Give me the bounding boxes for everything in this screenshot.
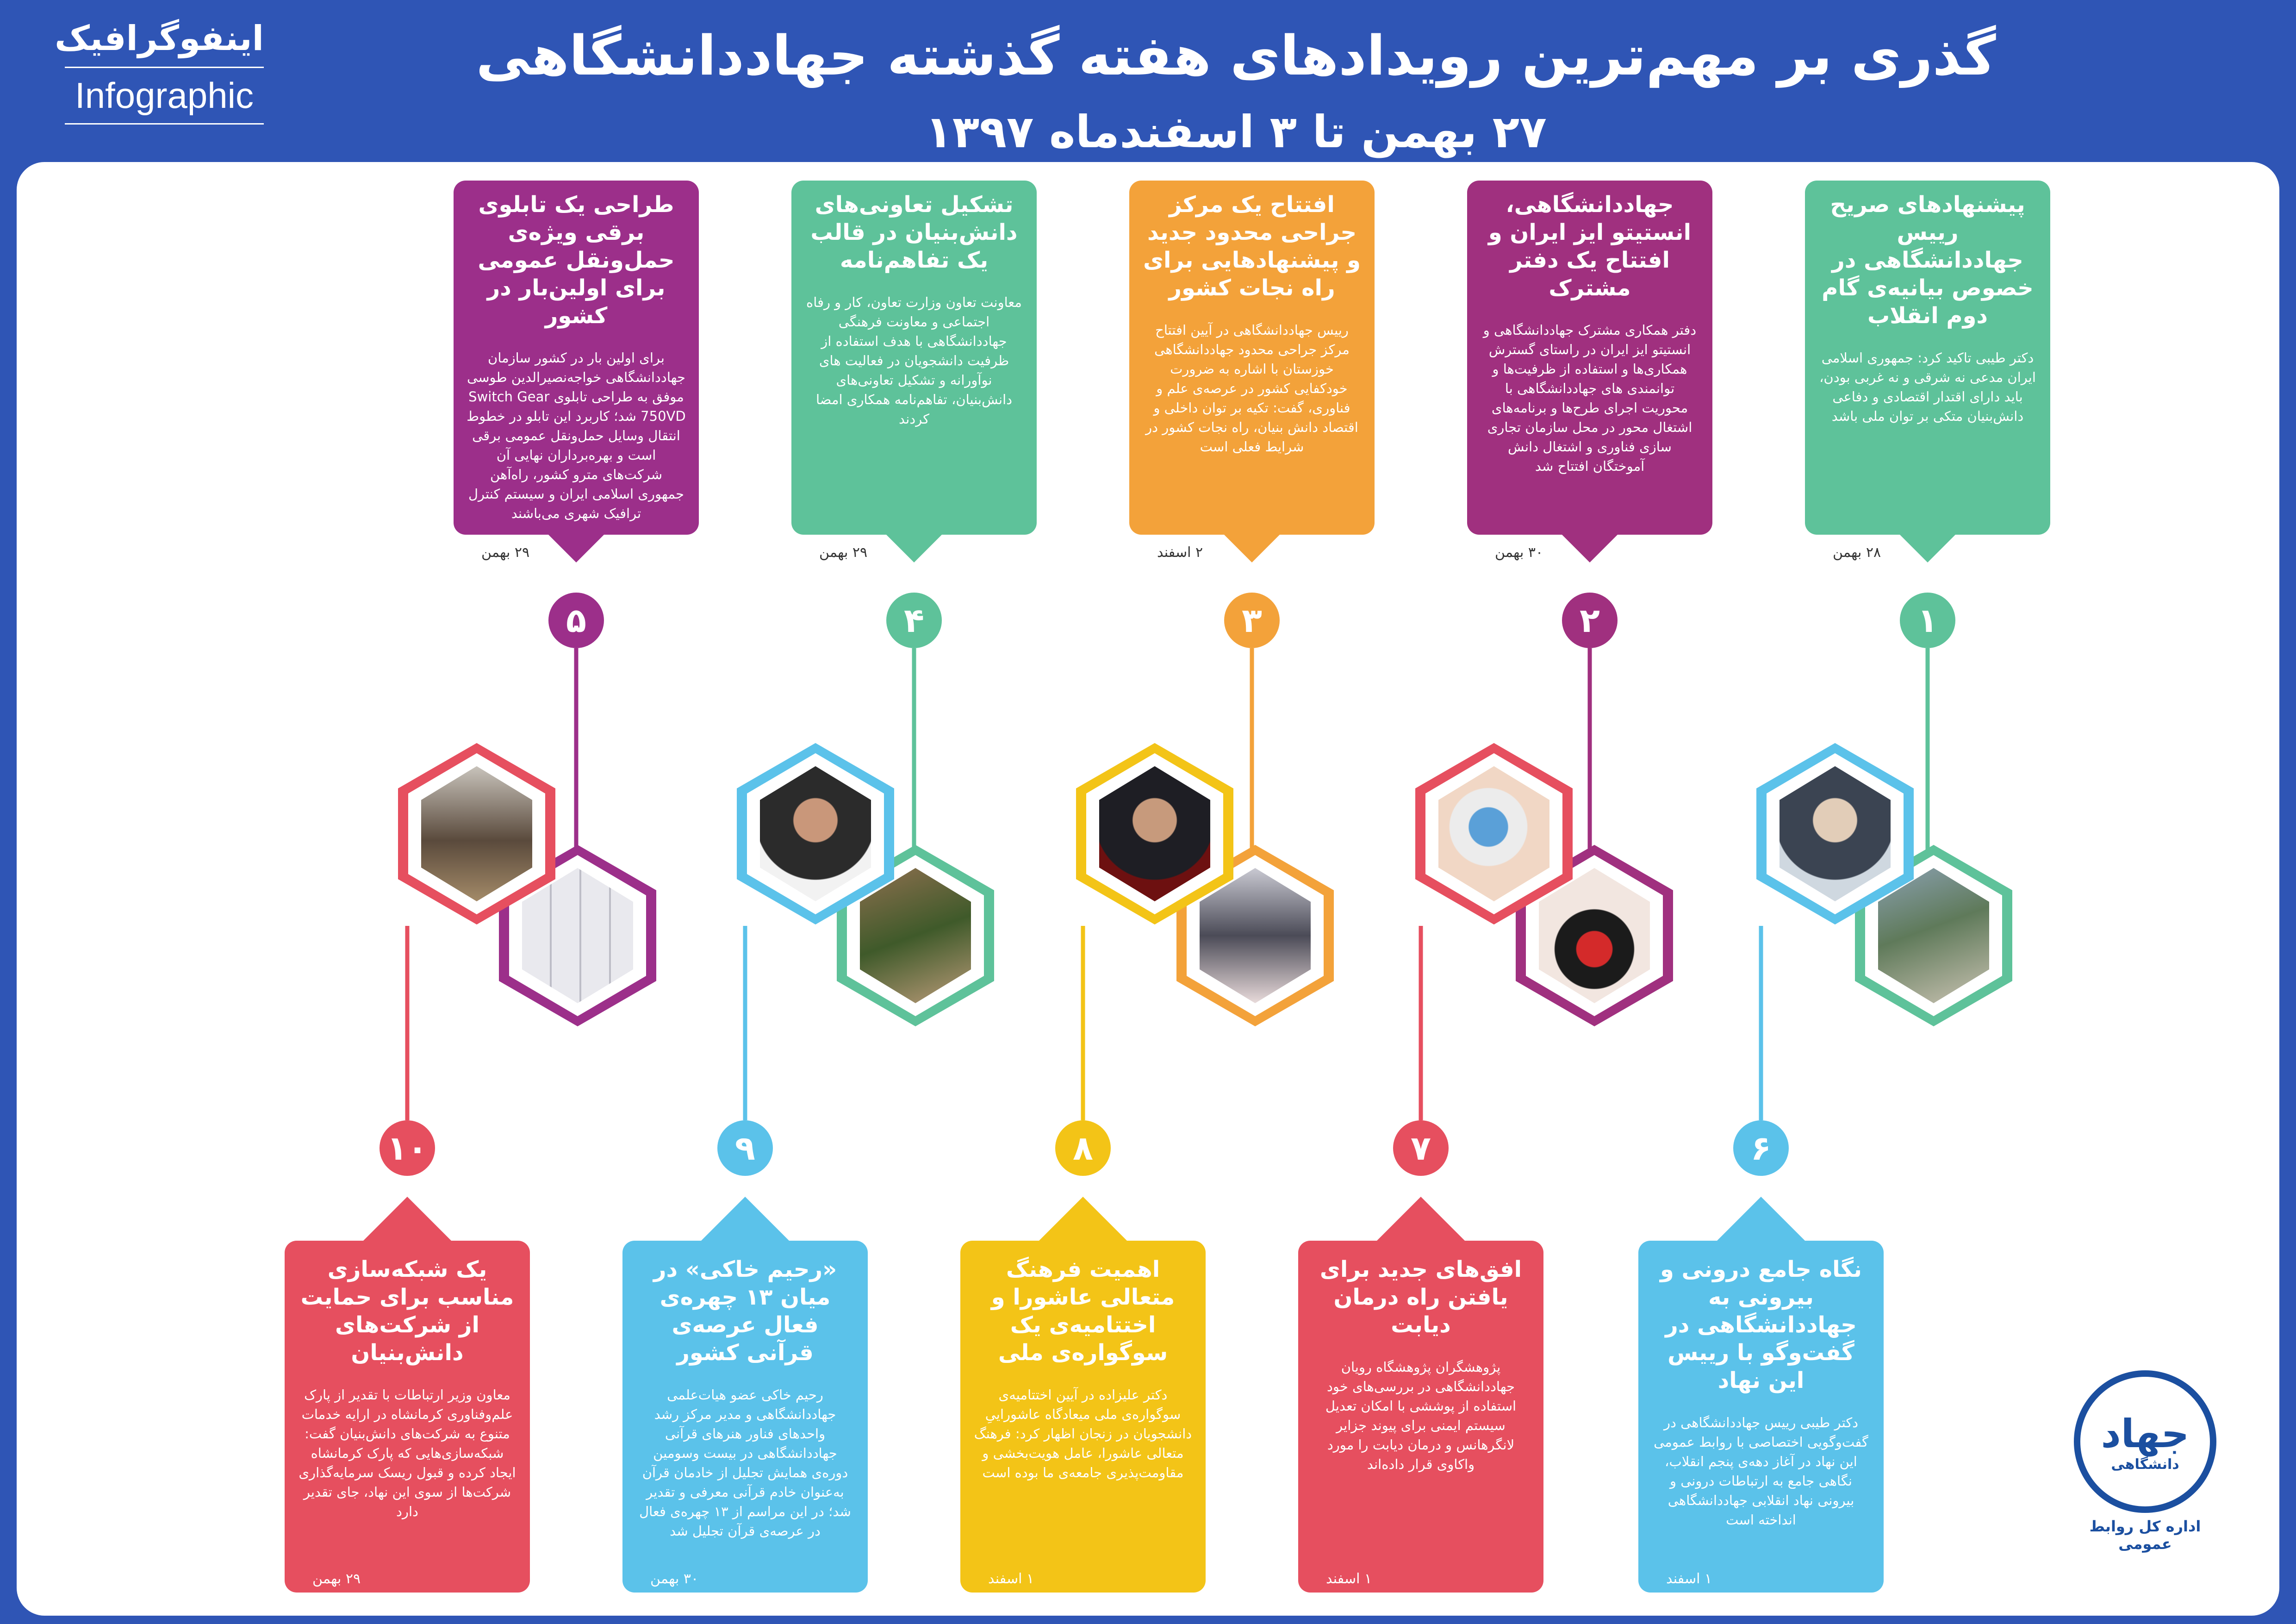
event-title: نگاه جامع درونی و بیرونی به جهاددانشگاهی در گفت‌وگو با رییس این نهاد	[1660, 1256, 1862, 1393]
card-pointer	[701, 1197, 789, 1241]
jahad-logo	[2073, 1370, 2217, 1553]
event-card-4	[791, 181, 1037, 561]
hex-photo-9	[737, 743, 894, 924]
event-card-6	[1638, 1241, 1884, 1593]
event-body: دکتر طیبی رییس جهاددانشگاهی در گفت‌وگویی اختصاصی با روابط عمومی این نهاد در آغاز دهه‌ی پنجم انقلاب، نگاهی جامع به ارتباطات درونی و بیرونی نهاد انقلابی جهاددانشگاهی انداخته است	[1654, 1415, 1868, 1528]
event-date: ۲ اسفند	[1157, 544, 1203, 561]
event-card-10	[285, 1241, 530, 1593]
card-pointer	[886, 535, 942, 562]
event-card-9	[622, 1241, 868, 1593]
event-title: طراحی یک تابلوی برقی ویژه‌ی حمل‌ونقل عمومی برای اولین‌بار در کشور	[478, 192, 675, 329]
event-number-9: ۹	[717, 1120, 773, 1176]
event-body: دفتر همکاری مشترک جهاددانشگاهی و انستیتو ایز ایران در راستای گسترش همکاری‌ها و استفاده از ظرفیت‌ها و توانمندی های جهاددانشگاهی با محوریت اجرای طرح‌ها و برنامه‌های اشتغال محور در محل سازمان تجاری سازی فناوری و اشتغال دانش آموختگان افتتاح شد	[1483, 322, 1697, 474]
event-card-3	[1129, 181, 1375, 561]
card-pointer	[1224, 535, 1280, 562]
event-date: ۲۹ بهمن	[312, 1571, 361, 1587]
event-date: ۱ اسفند	[1326, 1571, 1372, 1587]
event-title: جهاددانشگاهی، انستیتو ایز ایران و افتتاح یک دفتر مشترک	[1488, 192, 1692, 301]
event-date: ۲۸ بهمن	[1833, 544, 1881, 561]
title-date-range: ۲۷ بهمن تا ۳ اسفندماه ۱۳۹۷	[925, 106, 1547, 158]
brand-fa: اینفوگرافیک	[65, 19, 264, 68]
logo-department: اداره کل روابط عمومی	[2089, 1518, 2201, 1553]
event-title: اهمیت فرهنگ متعالی عاشورا و اختتامیه‌ی یک سوگواره‌ی ملی	[991, 1256, 1175, 1366]
hex-photo-7	[1415, 743, 1573, 924]
card-pointer	[1039, 1197, 1127, 1241]
event-date: ۲۹ بهمن	[819, 544, 868, 561]
event-card-8	[960, 1241, 1206, 1593]
title-main: گذری بر مهم‌ترین رویدادهای هفته گذشته جهاددانشگاهی	[476, 24, 1996, 87]
event-body: معاون وزیر ارتباطات با تقدیر از پارک علم‌وفناوری کرمانشاه در ارایه خدمات متنوع به شرکت‌های دانش‌بنیان گفت: شبکه‌سازی‌هایی که پارک کرمانشاه ایجاد کرده و قبول ریسک سرمایه‌گذاری شرکت‌ها از سوی این نهاد، جای تقدیر دارد	[299, 1387, 516, 1519]
event-title: افتتاح یک مرکز جراحی محدود جدید و پیشنهادهایی برای راه نجات کشور	[1143, 192, 1361, 301]
event-card-1	[1805, 181, 2050, 561]
logo-sub: دانشگاهی	[2111, 1456, 2179, 1473]
logo-seal	[2074, 1370, 2216, 1513]
card-pointer	[548, 535, 604, 562]
event-card-5	[454, 181, 699, 561]
event-title: پیشنهادهای صریح رییس جهاددانشگاهی در خصوص بیانیه‌ی گام دوم انقلاب	[1822, 192, 2034, 329]
event-body: دکتر طیبی تاکید کرد: جمهوری اسلامی ایران مدعی نه شرقی و نه غربی بودن، باید دارای اقتدار اقتصادی و دفاعی دانش‌بنیان متکی بر توان ملی باشد	[1819, 350, 2036, 424]
event-number-5: ۵	[548, 593, 604, 648]
event-body: پژوهشگران پژوهشگاه رویان جهاددانشگاهی در بررسی‌های خود استفاده از پوششی با امکان تعدیل سیستم ایمنی برای پیوند جزایر لانگرهانس و درمان دیابت را مورد واکاوی قرار داده‌اند	[1325, 1359, 1517, 1472]
event-number-7: ۷	[1393, 1120, 1449, 1176]
card-pointer	[1717, 1197, 1805, 1241]
event-number-4: ۴	[886, 593, 942, 648]
event-number-1: ۱	[1900, 593, 1955, 648]
event-body: معاونت تعاون وزارت تعاون، کار و رفاه اجتماعی و معاونت فرهنگی جهاددانشگاهی با هدف استفاده از ظرفیت دانشجویان در فعالیت های نوآورانه و تشکیل تعاونی‌های دانش‌بنیان، تفاهم‌نامه همکاری امضا کردند	[806, 294, 1022, 427]
event-body: برای اولین بار در کشور سازمان جهاددانشگاهی خواجه‌نصیرالدین طوسی موفق به طراحی تابلوی Switch Gear 750VD شد؛ کاربرد این تابلو در خطوط انتقال وسایل حمل‌ونقل عمومی برقی است و بهره‌برداران نهایی آن شرکت‌های مترو کشور، راه‌آهن جمهوری اسلامی ایران و سیستم کنترل ترافیک شهری می‌باشند	[467, 350, 686, 521]
event-body: رییس جهاددانشگاهی در آیین افتتاح مرکز جراحی محدود جهاددانشگاهی خوزستان با اشاره به ضرورت خودکفایی کشور در عرصه‌ی علم و فناوری، گفت: تکیه بر توان داخلی و اقتصاد دانش بنیان، راه نجات کشور در شرایط فعلی است	[1145, 322, 1358, 455]
event-date: ۱ اسفند	[1666, 1571, 1712, 1587]
card-pointer	[1562, 535, 1618, 562]
event-body: دکتر علیزاده در آیین اختتامیه‌ی سوگواره‌ی ملی میعادگاه عاشوراییِ دانشجویان در زنجان اظهار کرد: فرهنگ متعالی عاشورا، عامل هویت‌بخشی و مقاومت‌پذیری جامعه‌ی ما بوده است	[974, 1387, 1192, 1480]
card-pointer	[363, 1197, 451, 1241]
hex-photo-10	[398, 743, 555, 924]
event-number-2: ۲	[1562, 593, 1618, 648]
event-date: ۲۹ بهمن	[481, 544, 530, 561]
event-number-8: ۸	[1055, 1120, 1111, 1176]
hex-photo-6	[1756, 743, 1914, 924]
event-title: تشکیل تعاونی‌های دانش‌بنیان در قالب یک تفاهم‌نامه	[810, 192, 1018, 273]
event-number-3: ۳	[1224, 593, 1280, 648]
event-date: ۳۰ بهمن	[650, 1571, 699, 1587]
event-body: رحیم خاکی عضو هیات‌علمی جهاددانشگاهی و مدیر مرکز رشد واحدهای فناور هنرهای قرآنی جهاددانشگاهی در بیست وسومین دوره‌ی همایش تجلیل از خادمان قرآن به‌عنوان خادم قرآنی معرفی و تقدیر شد؛ در این مراسم از ۱۳ چهره‌ی فعال در عرصه‌ی قرآن تجلیل شد	[639, 1387, 851, 1539]
event-card-7	[1298, 1241, 1543, 1593]
hex-photo-8	[1076, 743, 1233, 924]
card-pointer	[1900, 535, 1955, 562]
event-title: «رحیم خاکی» در میان ۱۳ چهره‌ی فعال عرصه‌ی قرآنی کشور	[653, 1256, 837, 1366]
event-number-6: ۶	[1733, 1120, 1789, 1176]
event-title: یک شبکه‌سازی مناسب برای حمایت از شرکت‌های دانش‌بنیان	[300, 1256, 514, 1366]
event-number-10: ۱۰	[380, 1120, 435, 1176]
brand-en: Infographic	[65, 68, 264, 125]
event-date: ۱ اسفند	[988, 1571, 1034, 1587]
logo-name: جهاد	[2101, 1411, 2190, 1456]
card-pointer	[1377, 1197, 1465, 1241]
event-title: افق‌های جدید برای یافتن راه درمان دیابت	[1319, 1256, 1522, 1338]
event-card-2	[1467, 181, 1712, 561]
event-date: ۳۰ بهمن	[1495, 544, 1543, 561]
